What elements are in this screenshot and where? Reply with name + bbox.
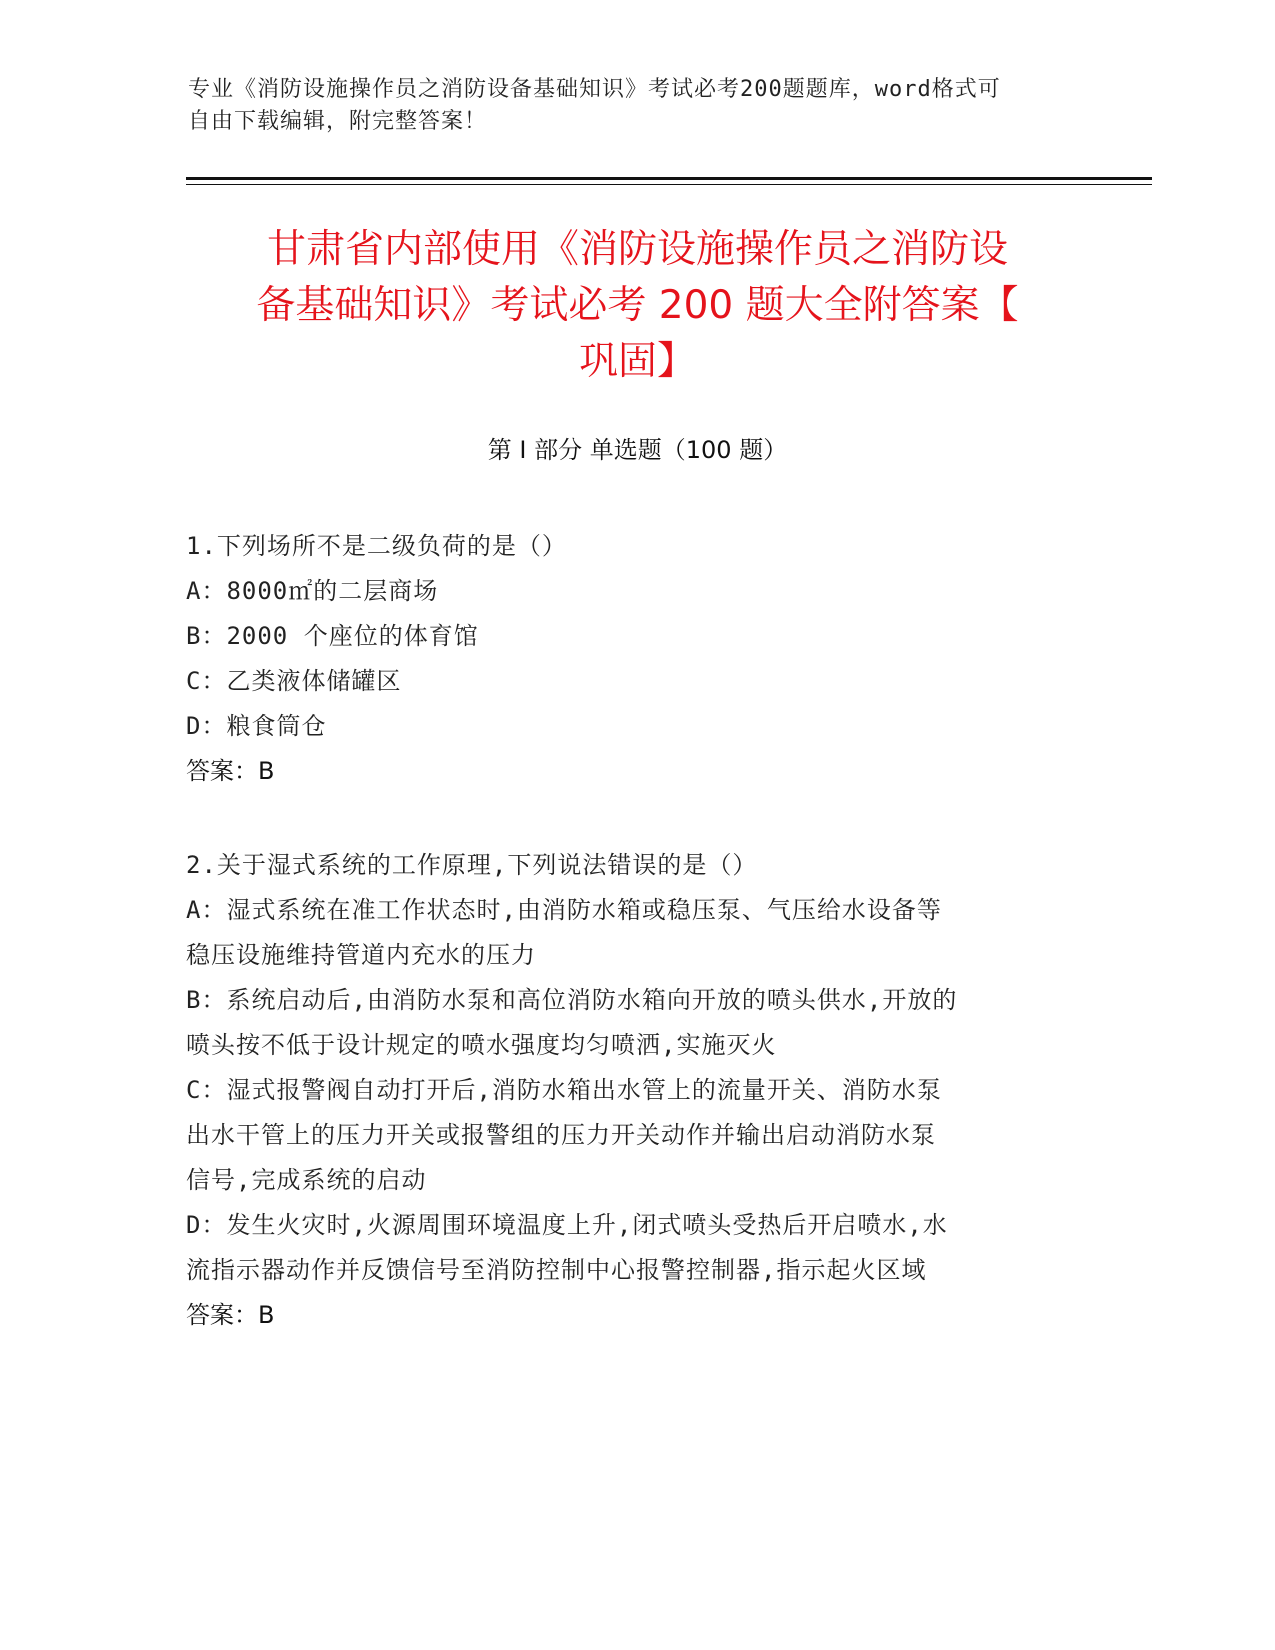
section-heading: 第 I 部分 单选题（100 题） <box>487 436 788 464</box>
header-note-line: 自由下载编辑，附完整答案！ <box>188 109 488 134</box>
question-stem: 1.下列场所不是二级负荷的是（） <box>186 532 567 560</box>
question-stem: 2.关于湿式系统的工作原理,下列说法错误的是（） <box>186 851 758 879</box>
option-b-continued: 喷头按不低于设计规定的喷水强度均匀喷洒,实施灭火 <box>186 1031 777 1059</box>
option-c-continued: 出水干管上的压力开关或报警组的压力开关动作并输出启动消防水泵 <box>186 1121 936 1149</box>
option-a: A：湿式系统在准工作状态时,由消防水箱或稳压泵、气压给水设备等 <box>186 896 942 924</box>
option-d: D：发生火灾时,火源周围环境温度上升,闭式喷头受热后开启喷水,水 <box>186 1211 948 1239</box>
question-2 <box>186 843 1086 1338</box>
document-title-line: 备基础知识》考试必考 200 题大全附答案【 <box>256 283 1019 328</box>
header-divider-thin <box>186 184 1152 185</box>
answer-label: 答案：B <box>186 1301 275 1329</box>
document-title <box>150 222 1125 390</box>
option-a-continued: 稳压设施维持管道内充水的压力 <box>186 941 536 969</box>
document-title-line: 甘肃省内部使用《消防设施操作员之消防设 <box>266 227 1008 272</box>
answer-label: 答案：B <box>186 757 275 785</box>
option-d: D：粮食筒仓 <box>186 712 327 740</box>
option-b: B：2000 个座位的体育馆 <box>186 622 479 650</box>
option-a: A：8000㎡的二层商场 <box>186 577 439 605</box>
option-c-continued: 信号,完成系统的启动 <box>186 1166 427 1194</box>
header-note <box>188 74 1088 138</box>
option-b: B：系统启动后,由消防水泵和高位消防水箱向开放的喷头供水,开放的 <box>186 986 958 1014</box>
header-divider <box>186 177 1152 180</box>
option-c: C：乙类液体储罐区 <box>186 667 402 695</box>
option-c: C：湿式报警阀自动打开后,消防水箱出水管上的流量开关、消防水泵 <box>186 1076 942 1104</box>
question-1 <box>186 524 1086 794</box>
header-note-line: 专业《消防设施操作员之消防设备基础知识》考试必考200题题库，word格式可 <box>188 77 1001 102</box>
document-title-line: 巩固】 <box>578 339 696 384</box>
option-d-continued: 流指示器动作并反馈信号至消防控制中心报警控制器,指示起火区域 <box>186 1256 927 1284</box>
